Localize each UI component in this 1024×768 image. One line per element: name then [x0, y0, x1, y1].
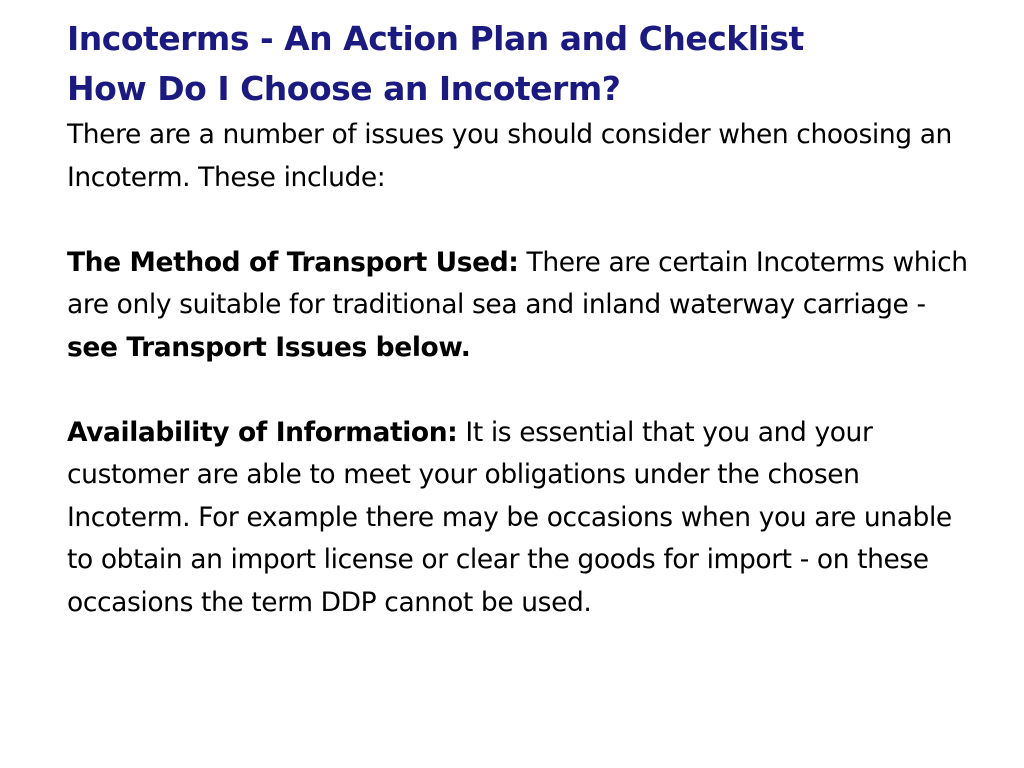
paragraph-spacer — [67, 199, 984, 242]
transport-text: There are certain Incoterms which are only suitable for traditional sea and inland waterway carriage - — [67, 246, 968, 320]
intro-paragraph: There are a number of issues you should consider when choosing an Incoterm. These include: — [67, 119, 952, 193]
transport-paragraph — [67, 242, 984, 370]
paragraph-spacer — [67, 369, 984, 412]
transport-heading: The Method of Transport Used: — [67, 246, 519, 278]
transport-issues-reference: see Transport Issues below. — [67, 331, 471, 363]
information-text: It is essential that you and your customer are able to meet your obligations under the chosen Incoterm. For example there may be occasions when you are unable to obtain an import license or clear the goods for import - on these occasions the term DDP cannot be used. — [67, 416, 952, 618]
information-paragraph — [67, 412, 984, 625]
slide-subtitle: How Do I Choose an Incoterm? — [67, 69, 621, 108]
information-heading: Availability of Information: — [67, 416, 458, 448]
slide-title: Incoterms - An Action Plan and Checklist — [67, 19, 804, 58]
